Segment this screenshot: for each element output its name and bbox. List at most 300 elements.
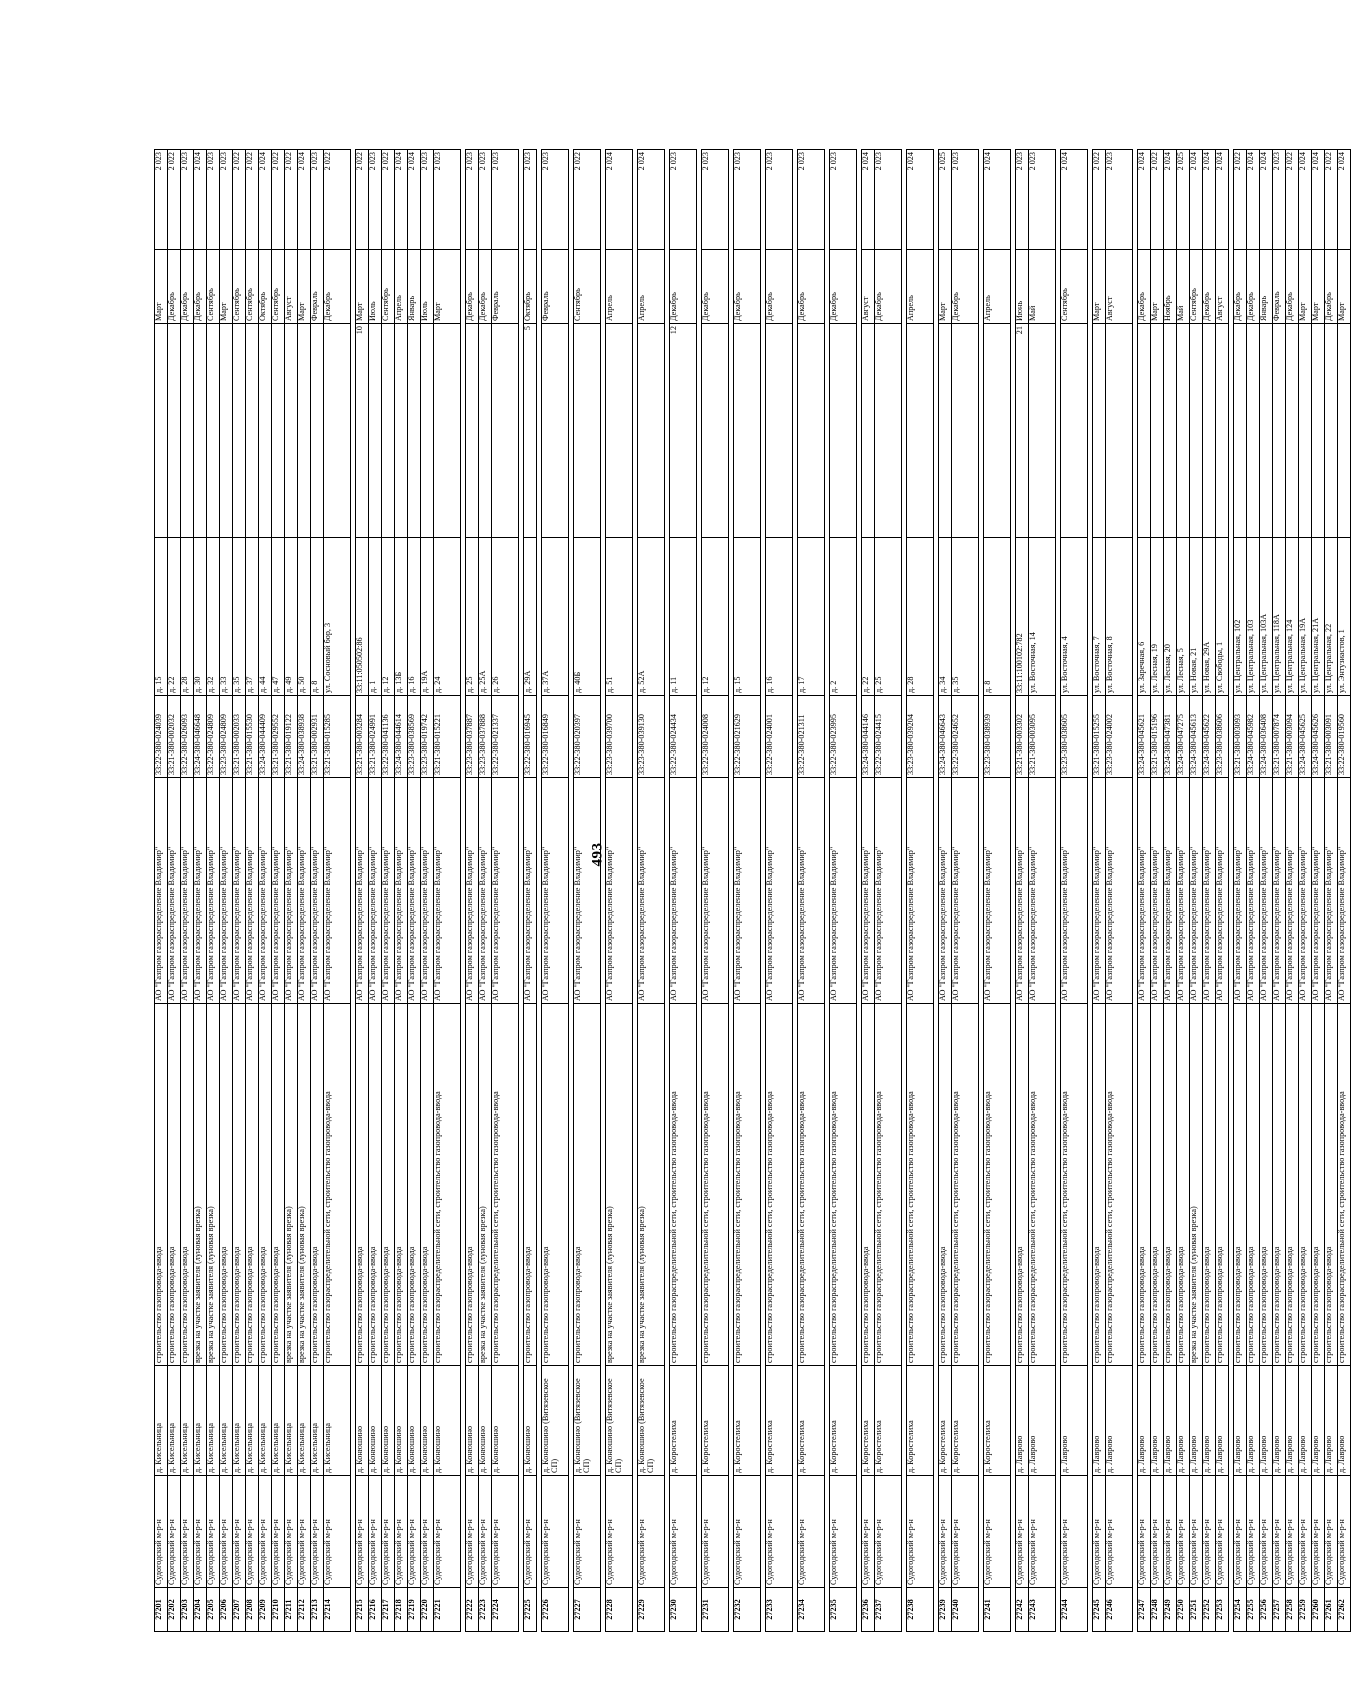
cell-registration-number: 33:21-380-015221 xyxy=(434,696,461,778)
cell-quantity xyxy=(1164,324,1177,538)
cell-organization: АО "Газпром газораспределение Владимир" xyxy=(542,778,569,1004)
cell-address: д. 52А xyxy=(638,538,665,696)
cell-month: Декабрь xyxy=(1247,250,1260,324)
cell-registration-number: 33:21-380-003302 xyxy=(1016,696,1029,778)
cell-row-number: 27257 xyxy=(1273,1588,1286,1632)
cell-organization: АО "Газпром газораспределение Владимир" xyxy=(875,778,902,1004)
cell-address: д. 2 xyxy=(830,538,857,696)
cell-locality: д. Конюшино xyxy=(356,1366,369,1476)
cell-district: Судогодский м-р-н xyxy=(524,1476,537,1588)
cell-district: Судогодский м-р-н xyxy=(1260,1476,1273,1588)
cell-organization: АО "Газпром газораспределение Владимир" xyxy=(606,778,633,1004)
cell-year: 2 024 xyxy=(984,150,1011,250)
table-row xyxy=(798,150,825,1632)
cell-district: Судогодский м-р-н xyxy=(259,1476,272,1588)
cell-work-type: строительство газораспределительной сети, строительство газопровода-ввода xyxy=(434,1004,461,1366)
cell-organization: АО "Газпром газораспределение Владимир" xyxy=(382,778,395,1004)
cell-work-type: строительство газопровода-ввода xyxy=(1164,1004,1177,1366)
table-row xyxy=(369,150,382,1632)
cell-month: Декабрь xyxy=(830,250,857,324)
cell-district: Судогодский м-р-н xyxy=(638,1476,665,1588)
cell-organization: АО "Газпром газораспределение Владимир" xyxy=(298,778,311,1004)
cell-year: 2 024 xyxy=(862,150,875,250)
cell-row-number: 27244 xyxy=(1061,1588,1088,1632)
cell-locality: д. Лаврово xyxy=(1325,1366,1338,1476)
cell-month: Январь xyxy=(1260,250,1273,324)
cell-locality: д. Кисельница xyxy=(155,1366,168,1476)
cell-quantity xyxy=(862,324,875,538)
cell-year: 2 024 xyxy=(1164,150,1177,250)
rotated-table-container xyxy=(154,150,1346,1632)
cell-quantity xyxy=(298,324,311,538)
table-row xyxy=(1312,150,1325,1632)
cell-locality: д. Коростелиха xyxy=(670,1366,697,1476)
cell-organization: АО "Газпром газораспределение Владимир" xyxy=(952,778,979,1004)
cell-work-type: строительство газопровода-ввода xyxy=(272,1004,285,1366)
cell-address: д. 40Б xyxy=(574,538,601,696)
cell-quantity xyxy=(181,324,194,538)
cell-locality: д. Кисельница xyxy=(233,1366,246,1476)
cell-month: Май xyxy=(1029,250,1056,324)
cell-district: Судогодский м-р-н xyxy=(734,1476,761,1588)
cell-year: 2 024 xyxy=(1203,150,1216,250)
cell-work-type: строительство газораспределительной сети, строительство газопровода-ввода xyxy=(766,1004,793,1366)
cell-district: Судогодский м-р-н xyxy=(382,1476,395,1588)
cell-work-type: строительство газораспределительной сети, строительство газопровода-ввода xyxy=(952,1004,979,1366)
cell-registration-number: 33:24-380-045622 xyxy=(1203,696,1216,778)
cell-year: 2 023 xyxy=(181,150,194,250)
cell-row-number: 27206 xyxy=(220,1588,233,1632)
table-row xyxy=(907,150,934,1632)
cell-address: д. 12 xyxy=(702,538,729,696)
cell-year: 2 022 xyxy=(382,150,395,250)
cell-row-number: 27224 xyxy=(492,1588,519,1632)
table-row xyxy=(382,150,395,1632)
table-row xyxy=(1260,150,1273,1632)
cell-district: Судогодский м-р-н xyxy=(395,1476,408,1588)
cell-row-number: 27214 xyxy=(324,1588,351,1632)
cell-row-number: 27231 xyxy=(702,1588,729,1632)
table-row xyxy=(1286,150,1299,1632)
cell-row-number: 27254 xyxy=(1234,1588,1247,1632)
cell-quantity xyxy=(1203,324,1216,538)
cell-quantity xyxy=(542,324,569,538)
cell-row-number: 27219 xyxy=(408,1588,421,1632)
cell-quantity xyxy=(734,324,761,538)
cell-year: 2 022 xyxy=(285,150,298,250)
cell-work-type: строительство газопровода-ввода xyxy=(466,1004,479,1366)
table-row xyxy=(1216,150,1229,1632)
table-row xyxy=(168,150,181,1632)
cell-address: д. 15 xyxy=(155,538,168,696)
cell-registration-number: 33:22-380-021337 xyxy=(492,696,519,778)
cell-registration-number: 33:21-380-002033 xyxy=(233,696,246,778)
cell-district: Судогодский м-р-н xyxy=(984,1476,1011,1588)
cell-work-type: строительство газопровода-ввода xyxy=(1273,1004,1286,1366)
cell-row-number: 27256 xyxy=(1260,1588,1273,1632)
cell-address: д. 28 xyxy=(907,538,934,696)
cell-locality: д. Кисельница xyxy=(324,1366,351,1476)
cell-district: Судогодский м-р-н xyxy=(434,1476,461,1588)
cell-organization: АО "Газпром газораспределение Владимир" xyxy=(1273,778,1286,1004)
table-row xyxy=(233,150,246,1632)
cell-locality: д. Конюшино xyxy=(382,1366,395,1476)
cell-organization: АО "Газпром газораспределение Владимир" xyxy=(168,778,181,1004)
cell-registration-number: 33:22-380-024434 xyxy=(670,696,697,778)
cell-month: Сентябрь xyxy=(207,250,220,324)
cell-locality: д. Лаврово xyxy=(1260,1366,1273,1476)
cell-district: Судогодский м-р-н xyxy=(194,1476,207,1588)
table-row xyxy=(1016,150,1029,1632)
cell-row-number: 27235 xyxy=(830,1588,857,1632)
cell-row-number: 27208 xyxy=(246,1588,259,1632)
cell-quantity xyxy=(207,324,220,538)
cell-work-type: строительство газопровода-ввода xyxy=(1016,1004,1029,1366)
cell-row-number: 27226 xyxy=(542,1588,569,1632)
table-row xyxy=(1138,150,1151,1632)
cell-quantity xyxy=(324,324,351,538)
cell-month: Март xyxy=(220,250,233,324)
cell-district: Судогодский м-р-н xyxy=(939,1476,952,1588)
cell-district: Судогодский м-р-н xyxy=(542,1476,569,1588)
cell-locality: д. Лаврово xyxy=(1234,1366,1247,1476)
cell-quantity xyxy=(479,324,492,538)
cell-month: Декабрь xyxy=(875,250,902,324)
cell-quantity xyxy=(1260,324,1273,538)
cell-year: 2 024 xyxy=(1138,150,1151,250)
cell-year: 2 023 xyxy=(479,150,492,250)
cell-organization: АО "Газпром газораспределение Владимир" xyxy=(1325,778,1338,1004)
cell-quantity xyxy=(1234,324,1247,538)
cell-district: Судогодский м-р-н xyxy=(168,1476,181,1588)
cell-row-number: 27204 xyxy=(194,1588,207,1632)
cell-month: Декабрь xyxy=(766,250,793,324)
cell-work-type: строительство газопровода-ввода xyxy=(524,1004,537,1366)
cell-organization: АО "Газпром газораспределение Владимир" xyxy=(524,778,537,1004)
cell-year: 2 023 xyxy=(702,150,729,250)
cell-locality: д. Кисельница xyxy=(285,1366,298,1476)
cell-locality: д. Лаврово xyxy=(1177,1366,1190,1476)
cell-district: Судогодский м-р-н xyxy=(766,1476,793,1588)
cell-year: 2 024 xyxy=(1260,150,1273,250)
cell-month: Март xyxy=(1312,250,1325,324)
cell-month: Март xyxy=(939,250,952,324)
cell-work-type: строительство газопровода-ввода xyxy=(259,1004,272,1366)
cell-work-type: строительство газораспределительной сети, строительство газопровода-ввода xyxy=(1338,1004,1351,1366)
cell-district: Судогодский м-р-н xyxy=(246,1476,259,1588)
cell-locality: д. Лаврово xyxy=(1106,1366,1133,1476)
cell-work-type: строительство газопровода-ввода xyxy=(311,1004,324,1366)
cell-year: 2 023 xyxy=(466,150,479,250)
cell-locality: д. Коростелиха xyxy=(952,1366,979,1476)
cell-locality: д. Коростелиха xyxy=(702,1366,729,1476)
cell-row-number: 27212 xyxy=(298,1588,311,1632)
cell-registration-number: 33:23-380-038605 xyxy=(1061,696,1088,778)
cell-work-type: строительство газопровода-ввода xyxy=(369,1004,382,1366)
cell-district: Судогодский м-р-н xyxy=(574,1476,601,1588)
cell-year: 2 024 xyxy=(395,150,408,250)
cell-work-type: строительство газопровода-ввода xyxy=(1138,1004,1151,1366)
cell-month: Февраль xyxy=(492,250,519,324)
cell-quantity xyxy=(1029,324,1056,538)
cell-organization: АО "Газпром газораспределение Владимир" xyxy=(492,778,519,1004)
cell-year: 2 023 xyxy=(1029,150,1056,250)
table-row xyxy=(734,150,761,1632)
cell-month: Апрель xyxy=(606,250,633,324)
cell-registration-number: 33:24-380-045625 xyxy=(1299,696,1312,778)
table-row xyxy=(939,150,952,1632)
table-row xyxy=(1151,150,1164,1632)
cell-registration-number: 33:24-380-044614 xyxy=(395,696,408,778)
cell-district: Судогодский м-р-н xyxy=(1061,1476,1088,1588)
cell-year: 2 023 xyxy=(875,150,902,250)
cell-quantity xyxy=(638,324,665,538)
cell-registration-number: 33:22-380-024809 xyxy=(207,696,220,778)
table-body xyxy=(155,150,1351,1632)
cell-organization: АО "Газпром газораспределение Владимир" xyxy=(421,778,434,1004)
cell-address: д. 28 xyxy=(181,538,194,696)
cell-address: д. 8 xyxy=(311,538,324,696)
cell-work-type: строительство газопровода-ввода xyxy=(862,1004,875,1366)
cell-month: Июль xyxy=(369,250,382,324)
cell-locality: д. Конюшино xyxy=(434,1366,461,1476)
cell-year: 2 024 xyxy=(1247,150,1260,250)
cell-row-number: 27218 xyxy=(395,1588,408,1632)
cell-month: Декабрь xyxy=(324,250,351,324)
cell-month: Август xyxy=(862,250,875,324)
cell-row-number: 27209 xyxy=(259,1588,272,1632)
cell-row-number: 27261 xyxy=(1325,1588,1338,1632)
cell-work-type: строительство газораспределительной сети, строительство газопровода-ввода xyxy=(324,1004,351,1366)
cell-address: ул. Новая, 21 xyxy=(1190,538,1203,696)
cell-locality: д. Конюшино (Витязевское СП) xyxy=(606,1366,633,1476)
cell-organization: АО "Газпром газораспределение Владимир" xyxy=(830,778,857,1004)
cell-locality: д. Лаврово xyxy=(1061,1366,1088,1476)
cell-registration-number: 33:22-380-024652 xyxy=(952,696,979,778)
cell-year: 2 022 xyxy=(324,150,351,250)
cell-district: Судогодский м-р-н xyxy=(324,1476,351,1588)
cell-month: Декабрь xyxy=(1138,250,1151,324)
table-row xyxy=(670,150,697,1632)
cell-organization: АО "Газпром газораспределение Владимир" xyxy=(1177,778,1190,1004)
cell-quantity xyxy=(421,324,434,538)
cell-locality: д. Лаврово xyxy=(1286,1366,1299,1476)
table-row xyxy=(421,150,434,1632)
cell-month: Апрель xyxy=(984,250,1011,324)
cell-month: Март xyxy=(356,250,369,324)
cell-row-number: 27260 xyxy=(1312,1588,1325,1632)
cell-district: Судогодский м-р-н xyxy=(356,1476,369,1588)
cell-organization: АО "Газпром газораспределение Владимир" xyxy=(1061,778,1088,1004)
cell-registration-number: 33:21-380-002032 xyxy=(168,696,181,778)
cell-district: Судогодский м-р-н xyxy=(466,1476,479,1588)
cell-month: Декабрь xyxy=(479,250,492,324)
cell-organization: АО "Газпром газораспределение Владимир" xyxy=(984,778,1011,1004)
cell-locality: д. Кисельница xyxy=(220,1366,233,1476)
cell-row-number: 27243 xyxy=(1029,1588,1056,1632)
cell-locality: д. Коростелиха xyxy=(875,1366,902,1476)
cell-district: Судогодский м-р-н xyxy=(830,1476,857,1588)
cell-work-type: строительство газораспределительной сети, строительство газопровода-ввода xyxy=(670,1004,697,1366)
cell-district: Судогодский м-р-н xyxy=(181,1476,194,1588)
cell-address: д. 24 xyxy=(434,538,461,696)
cell-locality: д. Кисельница xyxy=(246,1366,259,1476)
cell-year: 2 023 xyxy=(952,150,979,250)
cell-registration-number: 33:21-380-003095 xyxy=(1029,696,1056,778)
cell-address: ул. Сосновый бор, 3 xyxy=(324,538,351,696)
cell-organization: АО "Газпром газораспределение Владимир" xyxy=(272,778,285,1004)
cell-address: д. 34 xyxy=(939,538,952,696)
table-row xyxy=(466,150,479,1632)
table-row xyxy=(1273,150,1286,1632)
cell-row-number: 27234 xyxy=(798,1588,825,1632)
cell-registration-number: 33:23-380-037888 xyxy=(479,696,492,778)
cell-registration-number: 33:24-380-045626 xyxy=(1312,696,1325,778)
cell-row-number: 27247 xyxy=(1138,1588,1151,1632)
cell-month: Сентябрь xyxy=(382,250,395,324)
cell-district: Судогодский м-р-н xyxy=(1299,1476,1312,1588)
cell-work-type: строительство газопровода-ввода xyxy=(1093,1004,1106,1366)
cell-address: ул. Центральная, 22 xyxy=(1325,538,1338,696)
cell-work-type: строительство газораспределительной сети, строительство газопровода-ввода xyxy=(984,1004,1011,1366)
cell-year: 2 022 xyxy=(1151,150,1164,250)
cell-work-type: врезка на участке заявителя (луновая врезка) xyxy=(638,1004,665,1366)
cell-address: д. 29А xyxy=(524,538,537,696)
cell-organization: АО "Газпром газораспределение Владимир" xyxy=(1247,778,1260,1004)
cell-quantity xyxy=(830,324,857,538)
cell-month: Сентябрь xyxy=(574,250,601,324)
cell-address: д. 44 xyxy=(259,538,272,696)
cell-work-type: строительство газопровода-ввода xyxy=(356,1004,369,1366)
cell-work-type: строительство газораспределительной сети, строительство газопровода-ввода xyxy=(1061,1004,1088,1366)
cell-registration-number: 33:23-380-037887 xyxy=(466,696,479,778)
cell-organization: АО "Газпром газораспределение Владимир" xyxy=(220,778,233,1004)
cell-year: 2 023 xyxy=(734,150,761,250)
cell-work-type: врезка на участке заявителя (луновая врезка) xyxy=(606,1004,633,1366)
cell-quantity xyxy=(952,324,979,538)
cell-quantity xyxy=(434,324,461,538)
cell-year: 2 024 xyxy=(298,150,311,250)
table-row xyxy=(875,150,902,1632)
cell-month: Сентябрь xyxy=(1061,250,1088,324)
cell-row-number: 27222 xyxy=(466,1588,479,1632)
cell-locality: д. Конюшино xyxy=(492,1366,519,1476)
cell-month: Декабрь xyxy=(1234,250,1247,324)
cell-month: Август xyxy=(285,250,298,324)
cell-locality: д. Коростелиха xyxy=(766,1366,793,1476)
cell-month: Апрель xyxy=(638,250,665,324)
cell-address: ул. Восточная, 8 xyxy=(1106,538,1133,696)
cell-work-type: строительство газопровода-ввода xyxy=(382,1004,395,1366)
cell-row-number: 27201 xyxy=(155,1588,168,1632)
cell-quantity xyxy=(766,324,793,538)
cell-address: д. 8 xyxy=(984,538,1011,696)
table-row xyxy=(207,150,220,1632)
cell-address: д. 50 xyxy=(298,538,311,696)
cell-quantity xyxy=(1247,324,1260,538)
cell-address: д. 22 xyxy=(168,538,181,696)
cell-organization: АО "Газпром газораспределение Владимир" xyxy=(194,778,207,1004)
cell-registration-number: 33:22-380-016849 xyxy=(542,696,569,778)
table-row xyxy=(1164,150,1177,1632)
cell-quantity xyxy=(395,324,408,538)
cell-quantity xyxy=(466,324,479,538)
cell-year: 2 023 xyxy=(670,150,697,250)
cell-work-type: строительство газораспределительной сети, строительство газопровода-ввода xyxy=(830,1004,857,1366)
cell-month: Апрель xyxy=(907,250,934,324)
cell-quantity xyxy=(1216,324,1229,538)
cell-work-type: строительство газопровода-ввода xyxy=(408,1004,421,1366)
cell-district: Судогодский м-р-н xyxy=(1016,1476,1029,1588)
cell-row-number: 27229 xyxy=(638,1588,665,1632)
cell-work-type: строительство газораспределительной сети, строительство газопровода-ввода xyxy=(492,1004,519,1366)
cell-row-number: 27213 xyxy=(311,1588,324,1632)
cell-quantity xyxy=(272,324,285,538)
table-row xyxy=(220,150,233,1632)
cell-row-number: 27211 xyxy=(285,1588,298,1632)
cell-address: д. 13Б xyxy=(395,538,408,696)
cell-district: Судогодский м-р-н xyxy=(1312,1476,1325,1588)
cell-registration-number: 33:21-380-003093 xyxy=(1234,696,1247,778)
cell-month: Декабрь xyxy=(1203,250,1216,324)
cell-row-number: 27248 xyxy=(1151,1588,1164,1632)
cell-registration-number: 33:21-380-003091 xyxy=(1325,696,1338,778)
cell-year: 2 024 xyxy=(1338,150,1351,250)
cell-locality: д. Конюшино xyxy=(466,1366,479,1476)
cell-work-type: строительство газопровода-ввода xyxy=(1234,1004,1247,1366)
cell-year: 2 023 xyxy=(830,150,857,250)
cell-registration-number: 33:21-380-015255 xyxy=(1093,696,1106,778)
cell-year: 2 023 xyxy=(369,150,382,250)
cell-quantity xyxy=(984,324,1011,538)
cell-district: Судогодский м-р-н xyxy=(155,1476,168,1588)
cell-district: Судогодский м-р-н xyxy=(233,1476,246,1588)
cell-year: 2 024 xyxy=(1312,150,1325,250)
cell-registration-number: 33:22-380-021629 xyxy=(734,696,761,778)
cell-locality: д. Кисельница xyxy=(194,1366,207,1476)
cell-work-type: строительство газопровода-ввода xyxy=(1299,1004,1312,1366)
cell-row-number: 27227 xyxy=(574,1588,601,1632)
cell-locality: д. Конюшино xyxy=(524,1366,537,1476)
cell-quantity xyxy=(194,324,207,538)
cell-address: д. 15 xyxy=(734,538,761,696)
cell-year: 2 023 xyxy=(220,150,233,250)
cell-address: ул. Заречная, 6 xyxy=(1138,538,1151,696)
table-row xyxy=(862,150,875,1632)
cell-district: Судогодский м-р-н xyxy=(1216,1476,1229,1588)
cell-registration-number: 33:23-380-024809 xyxy=(220,696,233,778)
cell-locality: д. Лаврово xyxy=(1216,1366,1229,1476)
cell-registration-number: 33:22-380-019560 xyxy=(1338,696,1351,778)
cell-registration-number: 33:22-380-024001 xyxy=(766,696,793,778)
cell-address: д. 25 xyxy=(875,538,902,696)
cell-organization: АО "Газпром газораспределение Владимир" xyxy=(356,778,369,1004)
cell-locality: д. Конюшино xyxy=(421,1366,434,1476)
cell-organization: АО "Газпром газораспределение Владимир" xyxy=(395,778,408,1004)
cell-address: д. 22 xyxy=(862,538,875,696)
cell-locality: д. Конюшино xyxy=(479,1366,492,1476)
table-row xyxy=(298,150,311,1632)
cell-row-number: 27245 xyxy=(1093,1588,1106,1632)
cell-organization: АО "Газпром газораспределение Владимир" xyxy=(862,778,875,1004)
cell-district: Судогодский м-р-н xyxy=(220,1476,233,1588)
cell-organization: АО "Газпром газораспределение Владимир" xyxy=(369,778,382,1004)
cell-organization: АО "Газпром газораспределение Владимир" xyxy=(207,778,220,1004)
table-row xyxy=(181,150,194,1632)
cell-registration-number: 33:22-380-023995 xyxy=(830,696,857,778)
cell-registration-number: 33:23-380-038606 xyxy=(1216,696,1229,778)
cell-district: Судогодский м-р-н xyxy=(1164,1476,1177,1588)
